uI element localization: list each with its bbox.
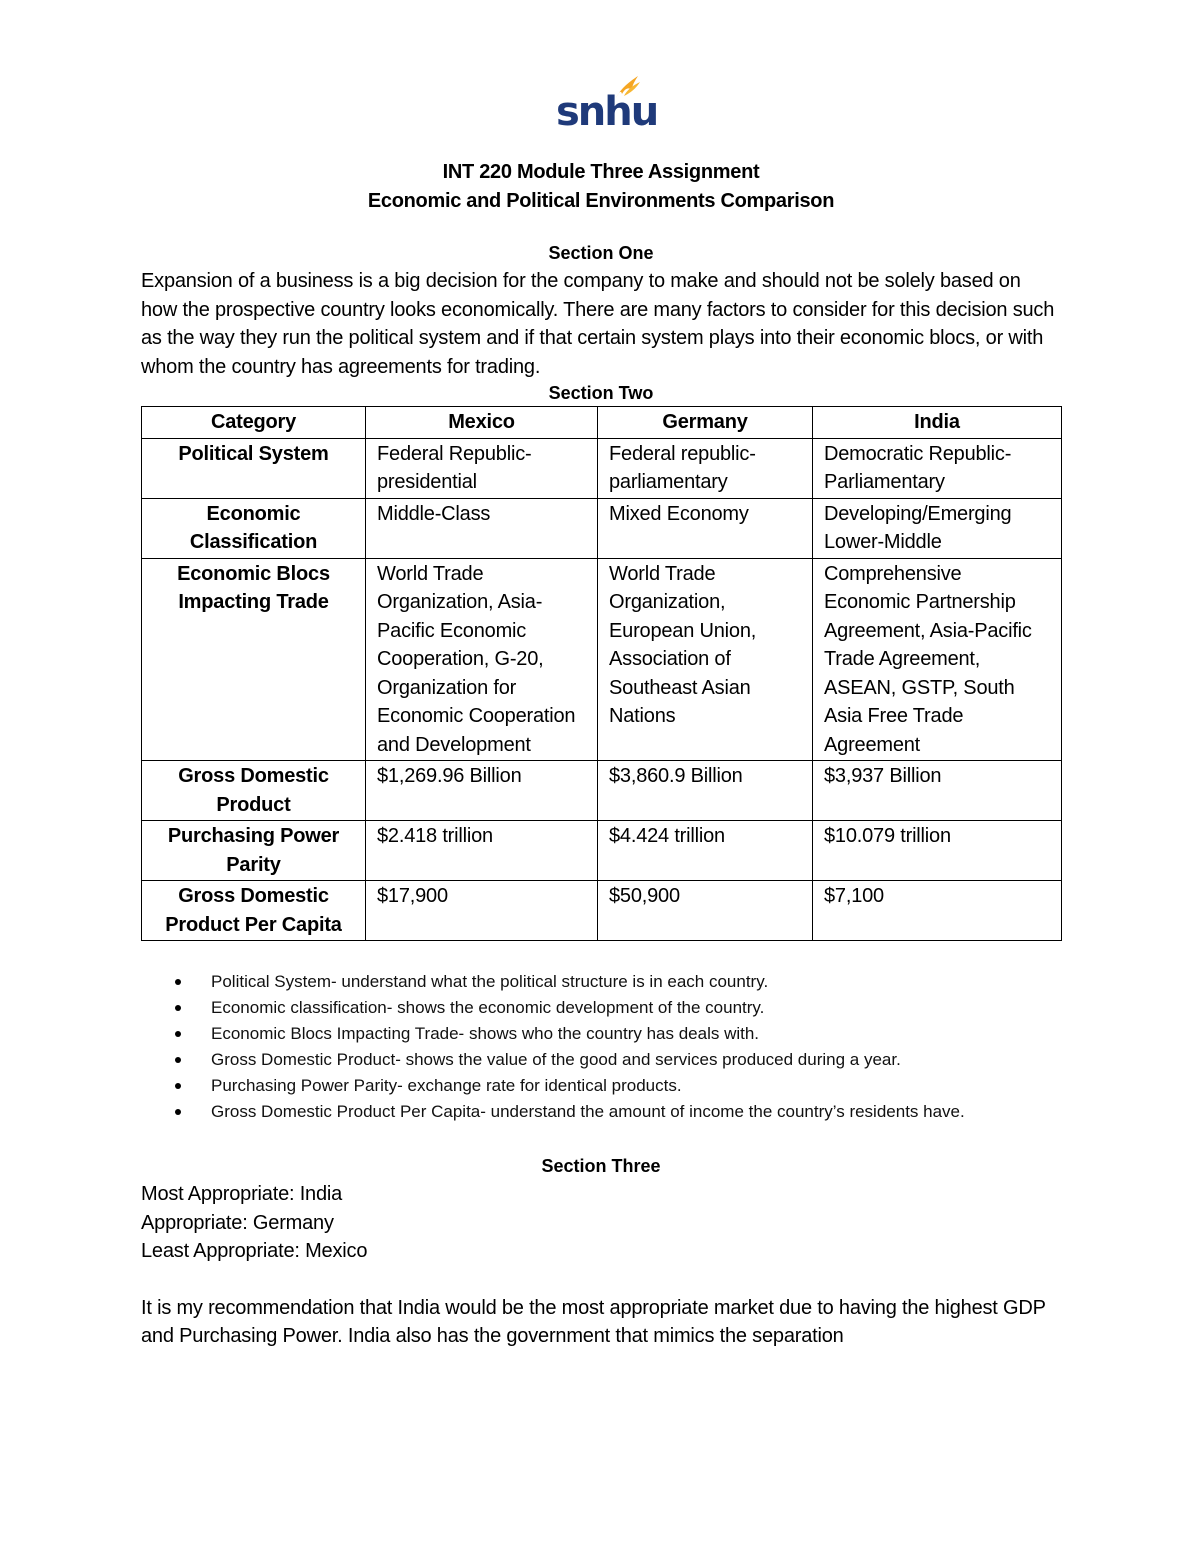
table-cell: Comprehensive Economic Partnership Agreement, Asia-Pacific Trade Agreement, ASEAN, GSTP, South Asia Free Trade Agreement: [813, 558, 1062, 761]
table-row: [142, 498, 1062, 558]
list-item: Economic classification- shows the economic development of the country.: [211, 995, 1061, 1021]
table-cell: $3,860.9 Billion: [598, 761, 813, 821]
document-body: [141, 158, 1061, 1351]
table-cell: World Trade Organization, Asia-Pacific Economic Cooperation, G-20, Organization for Economic Cooperation and Development: [366, 558, 598, 761]
table-cell: $1,269.96 Billion: [366, 761, 598, 821]
list-item: Economic Blocs Impacting Trade- shows who the country has deals with.: [211, 1021, 1061, 1047]
table-row: [142, 761, 1062, 821]
table-row: [142, 821, 1062, 881]
table-cell: Federal republic-parliamentary: [598, 438, 813, 498]
row-label: Gross Domestic Product Per Capita: [142, 881, 366, 941]
table-row: [142, 438, 1062, 498]
table-cell: Federal Republic-presidential: [366, 438, 598, 498]
table-cell: $10.079 trillion: [813, 821, 1062, 881]
section-one-body: Expansion of a business is a big decision for the company to make and should not be solely based on how the prospective country looks economically. There are many factors to consider for this decision such as the way they run the political system and if that certain system plays into their economic blocs, or with whom the country has agreements for trading.: [141, 270, 1055, 378]
ranking-most: Most Appropriate: India: [141, 1183, 343, 1205]
list-item: Gross Domestic Product Per Capita- understand the amount of income the country’s residents have.: [211, 1099, 1061, 1125]
header-mexico: Mexico: [366, 407, 598, 439]
section-one-heading: Section One: [548, 243, 654, 263]
table-cell: Middle-Class: [366, 498, 598, 558]
table-cell: $17,900: [366, 881, 598, 941]
table-header-row: [142, 407, 1062, 439]
table-row: [142, 881, 1062, 941]
comparison-table: [141, 406, 1062, 941]
list-item: Gross Domestic Product- shows the value of the good and services produced during a year.: [211, 1047, 1061, 1073]
header-category: Category: [142, 407, 366, 439]
logo-wordmark: snhu: [556, 89, 658, 135]
row-label: Political System: [142, 438, 366, 498]
row-label: Purchasing Power Parity: [142, 821, 366, 881]
header-india: India: [813, 407, 1062, 439]
table-cell: Democratic Republic-Parliamentary: [813, 438, 1062, 498]
document-title: INT 220 Module Three Assignment: [442, 161, 760, 183]
snhu-logo: [552, 72, 658, 136]
list-item: Political System- understand what the political structure is in each country.: [211, 969, 1061, 995]
table-cell: $7,100: [813, 881, 1062, 941]
section-three-heading: Section Three: [541, 1156, 661, 1176]
table-cell: Mixed Economy: [598, 498, 813, 558]
section-two-heading: Section Two: [548, 383, 654, 403]
table-cell: $50,900: [598, 881, 813, 941]
definitions-list: [141, 969, 1061, 1125]
list-item: Purchasing Power Parity- exchange rate for identical products.: [211, 1073, 1061, 1099]
table-cell: World Trade Organization, European Union, Association of Southeast Asian Nations: [598, 558, 813, 761]
row-label: Economic Blocs Impacting Trade: [142, 558, 366, 761]
row-label: Gross Domestic Product: [142, 761, 366, 821]
document-subtitle: Economic and Political Environments Comparison: [367, 190, 835, 212]
table-cell: $4.424 trillion: [598, 821, 813, 881]
recommendation-paragraph: It is my recommendation that India would be the most appropriate market due to having the highest GDP and Purchasing Power. India also has the government that mimics the separation: [141, 1296, 1046, 1347]
row-label: Economic Classification: [142, 498, 366, 558]
table-cell: Developing/Emerging Lower-Middle: [813, 498, 1062, 558]
table-cell: $3,937 Billion: [813, 761, 1062, 821]
table-row: [142, 558, 1062, 761]
table-cell: $2.418 trillion: [366, 821, 598, 881]
header-germany: Germany: [598, 407, 813, 439]
ranking-least: Least Appropriate: Mexico: [141, 1240, 368, 1262]
ranking-middle: Appropriate: Germany: [141, 1211, 334, 1234]
